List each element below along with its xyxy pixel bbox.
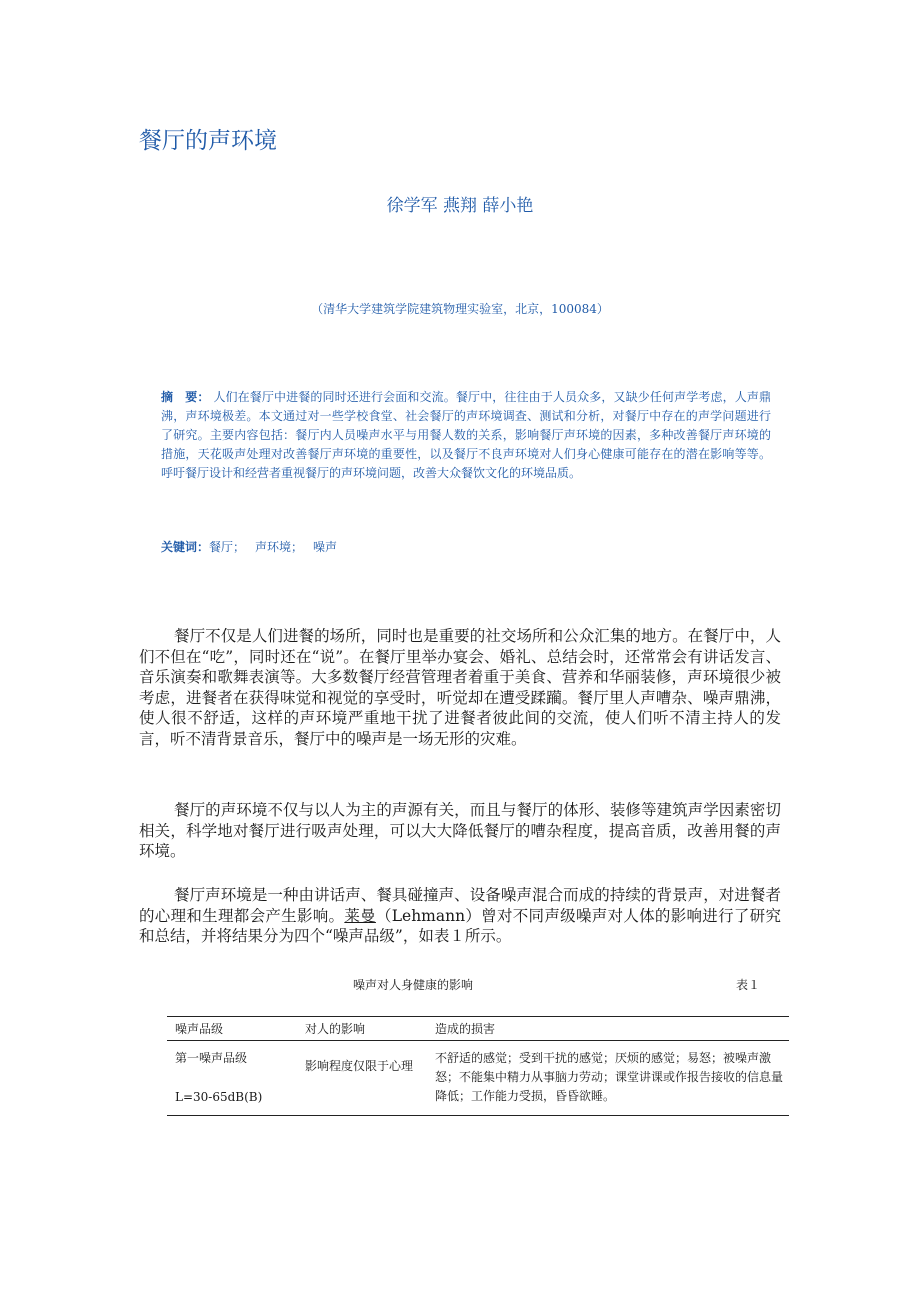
noise-level: L=30-65dB(B)	[175, 1090, 263, 1104]
authors: 徐学军 燕翔 薛小艳	[386, 196, 534, 216]
grade-cell	[167, 1041, 297, 1116]
affiliation: （清华大学建筑学院建筑物理实验室，北京，100084）	[311, 302, 609, 316]
abstract	[161, 388, 771, 483]
body-paragraph-2	[139, 800, 781, 862]
noise-table	[167, 1016, 789, 1116]
paragraph-text-part: （Lehmann）曾对不同声级噪声对人体的影响进行了研究和总结，并将结果分为四个“噪声品级”，如表１所示。	[139, 906, 781, 945]
lehmann-link[interactable]: 莱曼	[344, 906, 376, 925]
paragraph-text-part: 餐厅声环境是一种由讲话声、餐具碰撞声、设备噪声混合而成的持续的背景声，对进餐者的心理和生理都会产生影响。	[139, 886, 781, 925]
body-paragraph-1	[139, 626, 781, 749]
damage-cell: 不舒适的感觉；受到干扰的感觉；厌烦的感觉；易怒；被噪声激怒；不能集中精力从事脑力劳动；课堂讲课或作报告接收的信息量降低；工作能力受损，昏昏欲睡。	[427, 1041, 789, 1116]
keywords	[161, 538, 347, 555]
effect-text: 影响程度仅限于心理	[305, 1059, 414, 1073]
table-header-row	[167, 1017, 789, 1041]
paragraph-text	[139, 885, 781, 947]
keywords-label: 关键词：	[161, 540, 210, 554]
header-cell: 对人的影响	[297, 1017, 427, 1041]
paragraph-text: 餐厅的声环境不仅与以人为主的声源有关，而且与餐厅的体形、装修等建筑声学因素密切相关，科学地对餐厅进行吸声处理，可以大大降低餐厅的嘈杂程度，提高音质，改善用餐的声环境。	[139, 801, 781, 860]
body-paragraph-3	[139, 885, 781, 947]
noise-grade: 第一噪声品级	[175, 1051, 248, 1065]
keyword: 餐厅；	[209, 540, 246, 554]
header-cell: 造成的损害	[427, 1017, 789, 1041]
table-row	[167, 1041, 789, 1116]
keyword: 噪声	[313, 540, 338, 554]
table-caption: 噪声对人身健康的影响	[353, 978, 474, 992]
header-cell: 噪声品级	[167, 1017, 297, 1041]
paper-title: 餐厅的声环境	[139, 128, 277, 154]
table-number: 表１	[736, 978, 761, 992]
keyword: 声环境；	[255, 540, 304, 554]
paragraph-text: 餐厅不仅是人们进餐的场所，同时也是重要的社交场所和公众汇集的地方。在餐厅中，人们不但在“吃”，同时还在“说”。在餐厅里举办宴会、婚礼、总结会时，还常常会有讲话发言、音乐演奏和歌舞表演等。大多数餐厅经营管理者着重于美食、营养和华丽装修，声环境很少被考虑，进餐者在获得味觉和视觉的享受时，听觉却在遭受蹂躏。餐厅里人声嘈杂、噪声鼎沸，使人很不舒适，这样的声环境严重地干扰了进餐者彼此间的交流，使人们听不清主持人的发言，听不清背景音乐，餐厅中的噪声是一场无形的灾难。	[139, 627, 781, 748]
abstract-label: 摘 要：	[161, 390, 210, 404]
effect-cell	[297, 1041, 427, 1116]
abstract-text: 人们在餐厅中进餐的同时还进行会面和交流。餐厅中，往往由于人员众多，又缺少任何声学考虑，人声鼎沸，声环境极差。本文通过对一些学校食堂、社会餐厅的声环境调查、测试和分析，对餐厅中存在的声学问题进行了研究。主要内容包括：餐厅内人员噪声水平与用餐人数的关系，影响餐厅声环境的因素，多种改善餐厅声环境的措施，天花吸声处理对改善餐厅声环境的重要性，以及餐厅不良声环境对人们身心健康可能存在的潜在影响等等。呼吁餐厅设计和经营者重视餐厅的声环境问题，改善大众餐饮文化的环境品质。	[161, 390, 771, 480]
